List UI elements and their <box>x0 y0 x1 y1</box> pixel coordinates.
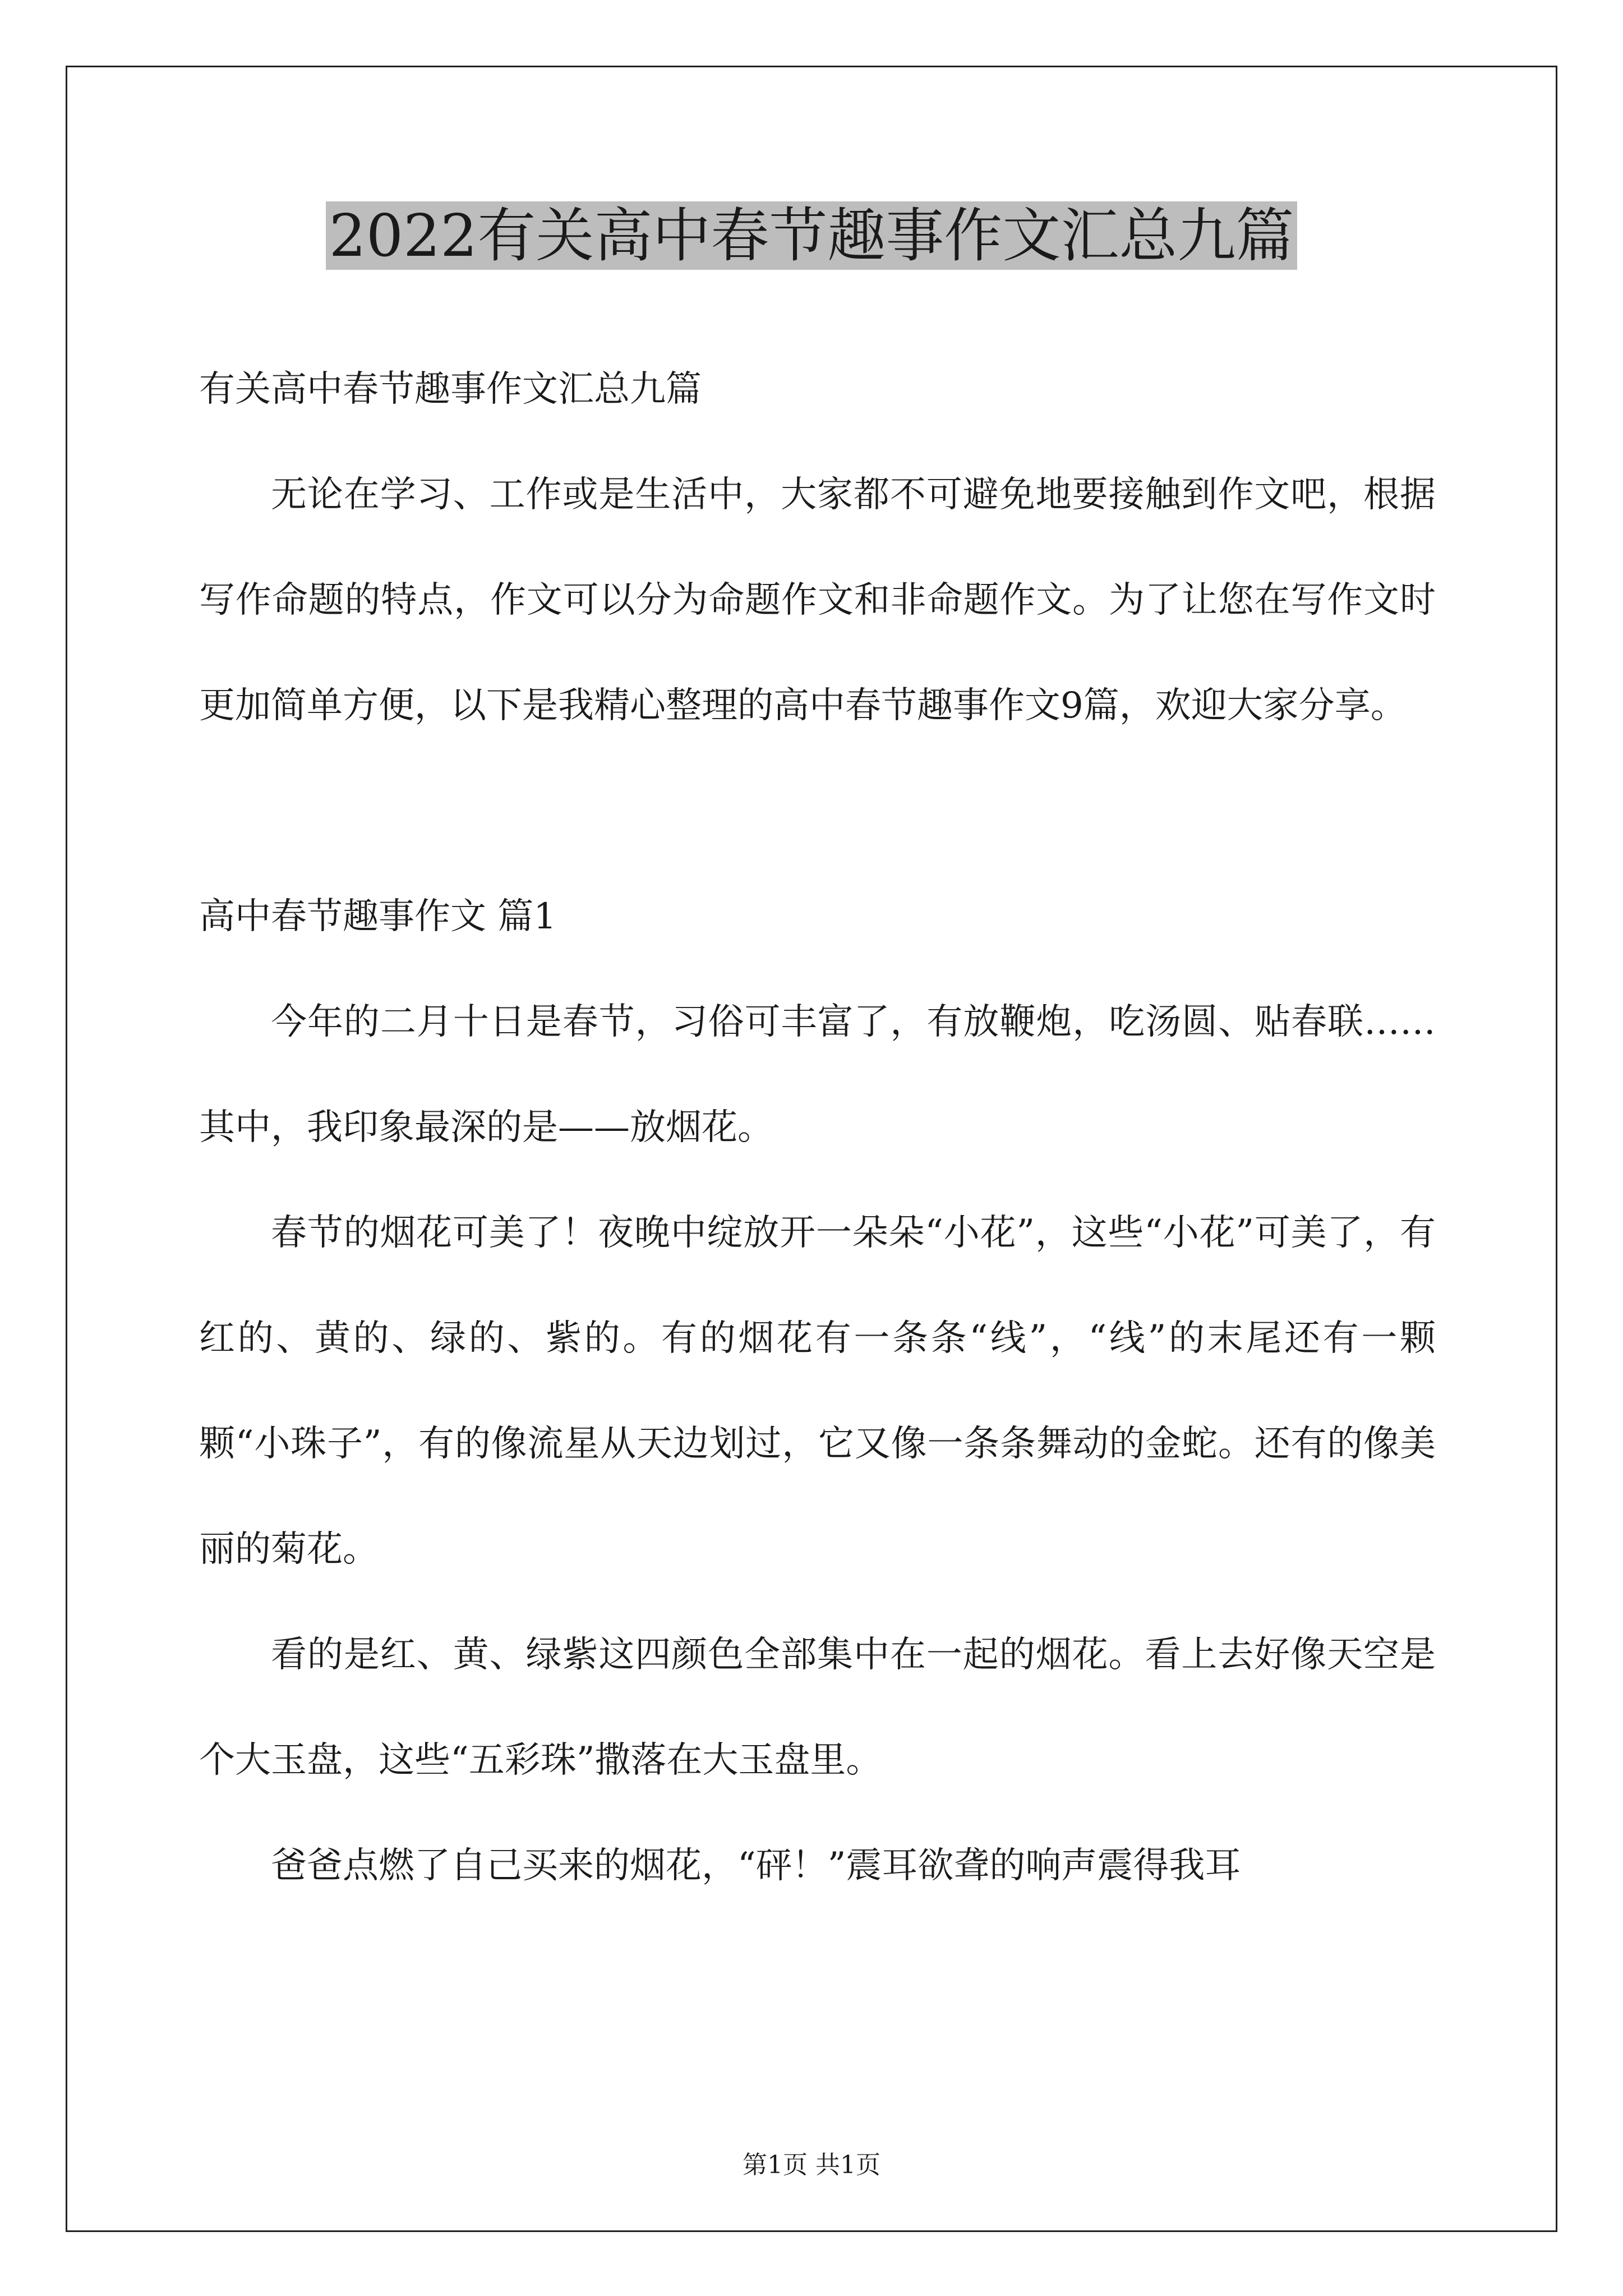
body-paragraph: 今年的二月十日是春节，习俗可丰富了，有放鞭炮，吃汤圆、贴春联……其中，我印象最深的是——放烟花。 <box>199 1001 1436 1148</box>
document-body <box>199 337 1436 1918</box>
document-title-text: 2022有关高中春节趣事作文汇总九篇 <box>326 201 1298 270</box>
section-spacer <box>199 758 1436 864</box>
intro-paragraph: 无论在学习、工作或是生活中，大家都不可避免地要接触到作文吧，根据写作命题的特点，作文可以分为命题作文和非命题作文。为了让您在写作文时更加简单方便，以下是我精心整理的高中春节趣事作文9篇，欢迎大家分享。 <box>199 474 1436 726</box>
section-heading: 高中春节趣事作文 篇1 <box>199 896 557 937</box>
document-title <box>0 194 1623 278</box>
document-subtitle: 有关高中春节趣事作文汇总九篇 <box>199 369 702 410</box>
body-paragraph: 爸爸点燃了自己买来的烟花，“砰！”震耳欲聋的响声震得我耳 <box>271 1845 1241 1887</box>
page-footer <box>0 2148 1623 2182</box>
body-paragraph: 看的是红、黄、绿紫这四颜色全部集中在一起的烟花。看上去好像天空是个大玉盘，这些“五彩珠”撒落在大玉盘里。 <box>199 1634 1436 1781</box>
body-paragraph: 春节的烟花可美了！夜晚中绽放开一朵朵“小花”，这些“小花”可美了，有红的、黄的、绿的、紫的。有的烟花有一条条“线”，“线”的末尾还有一颗颗“小珠子”，有的像流星从天边划过，它又像一条条舞动的金蛇。还有的像美丽的菊花。 <box>199 1212 1436 1570</box>
page-number: 第1页 共1页 <box>743 2151 880 2179</box>
